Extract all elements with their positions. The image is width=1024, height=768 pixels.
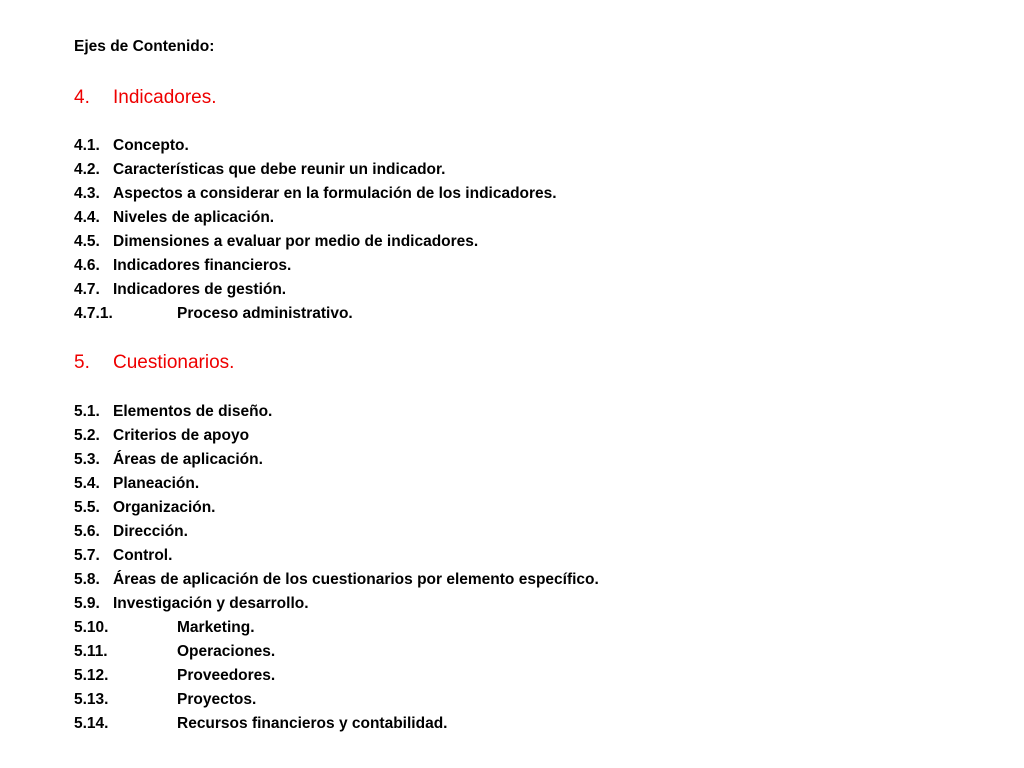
item-text: Indicadores de gestión. bbox=[113, 281, 287, 298]
item-text: Indicadores financieros. bbox=[113, 257, 292, 274]
section-number: 5. bbox=[74, 352, 90, 373]
item-text: Recursos financieros y contabilidad. bbox=[177, 715, 448, 732]
list-item bbox=[74, 666, 275, 686]
item-number: 5.9. bbox=[74, 595, 100, 612]
section-title: Indicadores. bbox=[113, 87, 217, 108]
item-number: 5.11. bbox=[74, 643, 108, 660]
item-number: 5.8. bbox=[74, 571, 100, 588]
item-number: 5.13. bbox=[74, 691, 109, 708]
section-heading-indicadores bbox=[74, 86, 217, 110]
list-item bbox=[74, 522, 188, 542]
item-number: 4.5. bbox=[74, 233, 100, 250]
list-item bbox=[74, 594, 309, 614]
item-number: 4.7. bbox=[74, 281, 100, 298]
list-item bbox=[74, 280, 286, 300]
list-item bbox=[74, 450, 263, 470]
item-number: 4.4. bbox=[74, 209, 100, 226]
item-number: 5.2. bbox=[74, 427, 100, 444]
item-text: Características que debe reunir un indicador. bbox=[113, 161, 446, 178]
list-item bbox=[74, 208, 274, 228]
list-item bbox=[74, 546, 172, 566]
list-item bbox=[74, 304, 353, 324]
list-item bbox=[74, 642, 275, 662]
item-text: Elementos de diseño. bbox=[113, 403, 273, 420]
item-text: Niveles de aplicación. bbox=[113, 209, 275, 226]
item-text: Dimensiones a evaluar por medio de indicadores. bbox=[113, 233, 479, 250]
item-number: 4.3. bbox=[74, 185, 100, 202]
section-number: 4. bbox=[74, 87, 90, 108]
list-item bbox=[74, 184, 557, 204]
item-text: Proveedores. bbox=[177, 667, 276, 684]
page-title: Ejes de Contenido: bbox=[74, 38, 215, 55]
list-item bbox=[74, 618, 255, 638]
item-text: Operaciones. bbox=[177, 643, 276, 660]
item-number: 5.6. bbox=[74, 523, 100, 540]
list-item bbox=[74, 136, 189, 156]
item-text: Control. bbox=[113, 547, 173, 564]
list-item bbox=[74, 256, 291, 276]
item-text: Proceso administrativo. bbox=[177, 305, 353, 322]
item-number: 4.2. bbox=[74, 161, 100, 178]
item-number: 5.5. bbox=[74, 499, 100, 516]
list-item bbox=[74, 498, 216, 518]
item-number: 4.6. bbox=[74, 257, 100, 274]
section-title: Cuestionarios. bbox=[113, 352, 235, 373]
item-text: Dirección. bbox=[113, 523, 188, 540]
item-text: Áreas de aplicación de los cuestionarios por elemento específico. bbox=[113, 571, 599, 588]
item-text: Áreas de aplicación. bbox=[113, 451, 263, 468]
list-item bbox=[74, 690, 256, 710]
item-number: 4.7.1. bbox=[74, 305, 113, 322]
item-number: 5.12. bbox=[74, 667, 109, 684]
item-text: Concepto. bbox=[113, 137, 189, 154]
item-number: 5.14. bbox=[74, 715, 109, 732]
item-text: Organización. bbox=[113, 499, 216, 516]
item-number: 4.1. bbox=[74, 137, 100, 154]
list-item bbox=[74, 474, 199, 494]
list-item bbox=[74, 160, 446, 180]
item-number: 5.10. bbox=[74, 619, 109, 636]
list-item bbox=[74, 232, 478, 252]
item-number: 5.4. bbox=[74, 475, 100, 492]
item-text: Investigación y desarrollo. bbox=[113, 595, 309, 612]
item-text: Marketing. bbox=[177, 619, 255, 636]
list-item bbox=[74, 714, 447, 734]
item-number: 5.7. bbox=[74, 547, 100, 564]
item-text: Aspectos a considerar en la formulación de los indicadores. bbox=[113, 185, 557, 202]
item-number: 5.3. bbox=[74, 451, 100, 468]
item-text: Planeación. bbox=[113, 475, 200, 492]
list-item bbox=[74, 570, 599, 590]
item-text: Criterios de apoyo bbox=[113, 427, 250, 444]
section-heading-cuestionarios bbox=[74, 351, 234, 375]
list-item bbox=[74, 402, 272, 422]
item-text: Proyectos. bbox=[177, 691, 257, 708]
list-item bbox=[74, 426, 249, 446]
item-number: 5.1. bbox=[74, 403, 100, 420]
